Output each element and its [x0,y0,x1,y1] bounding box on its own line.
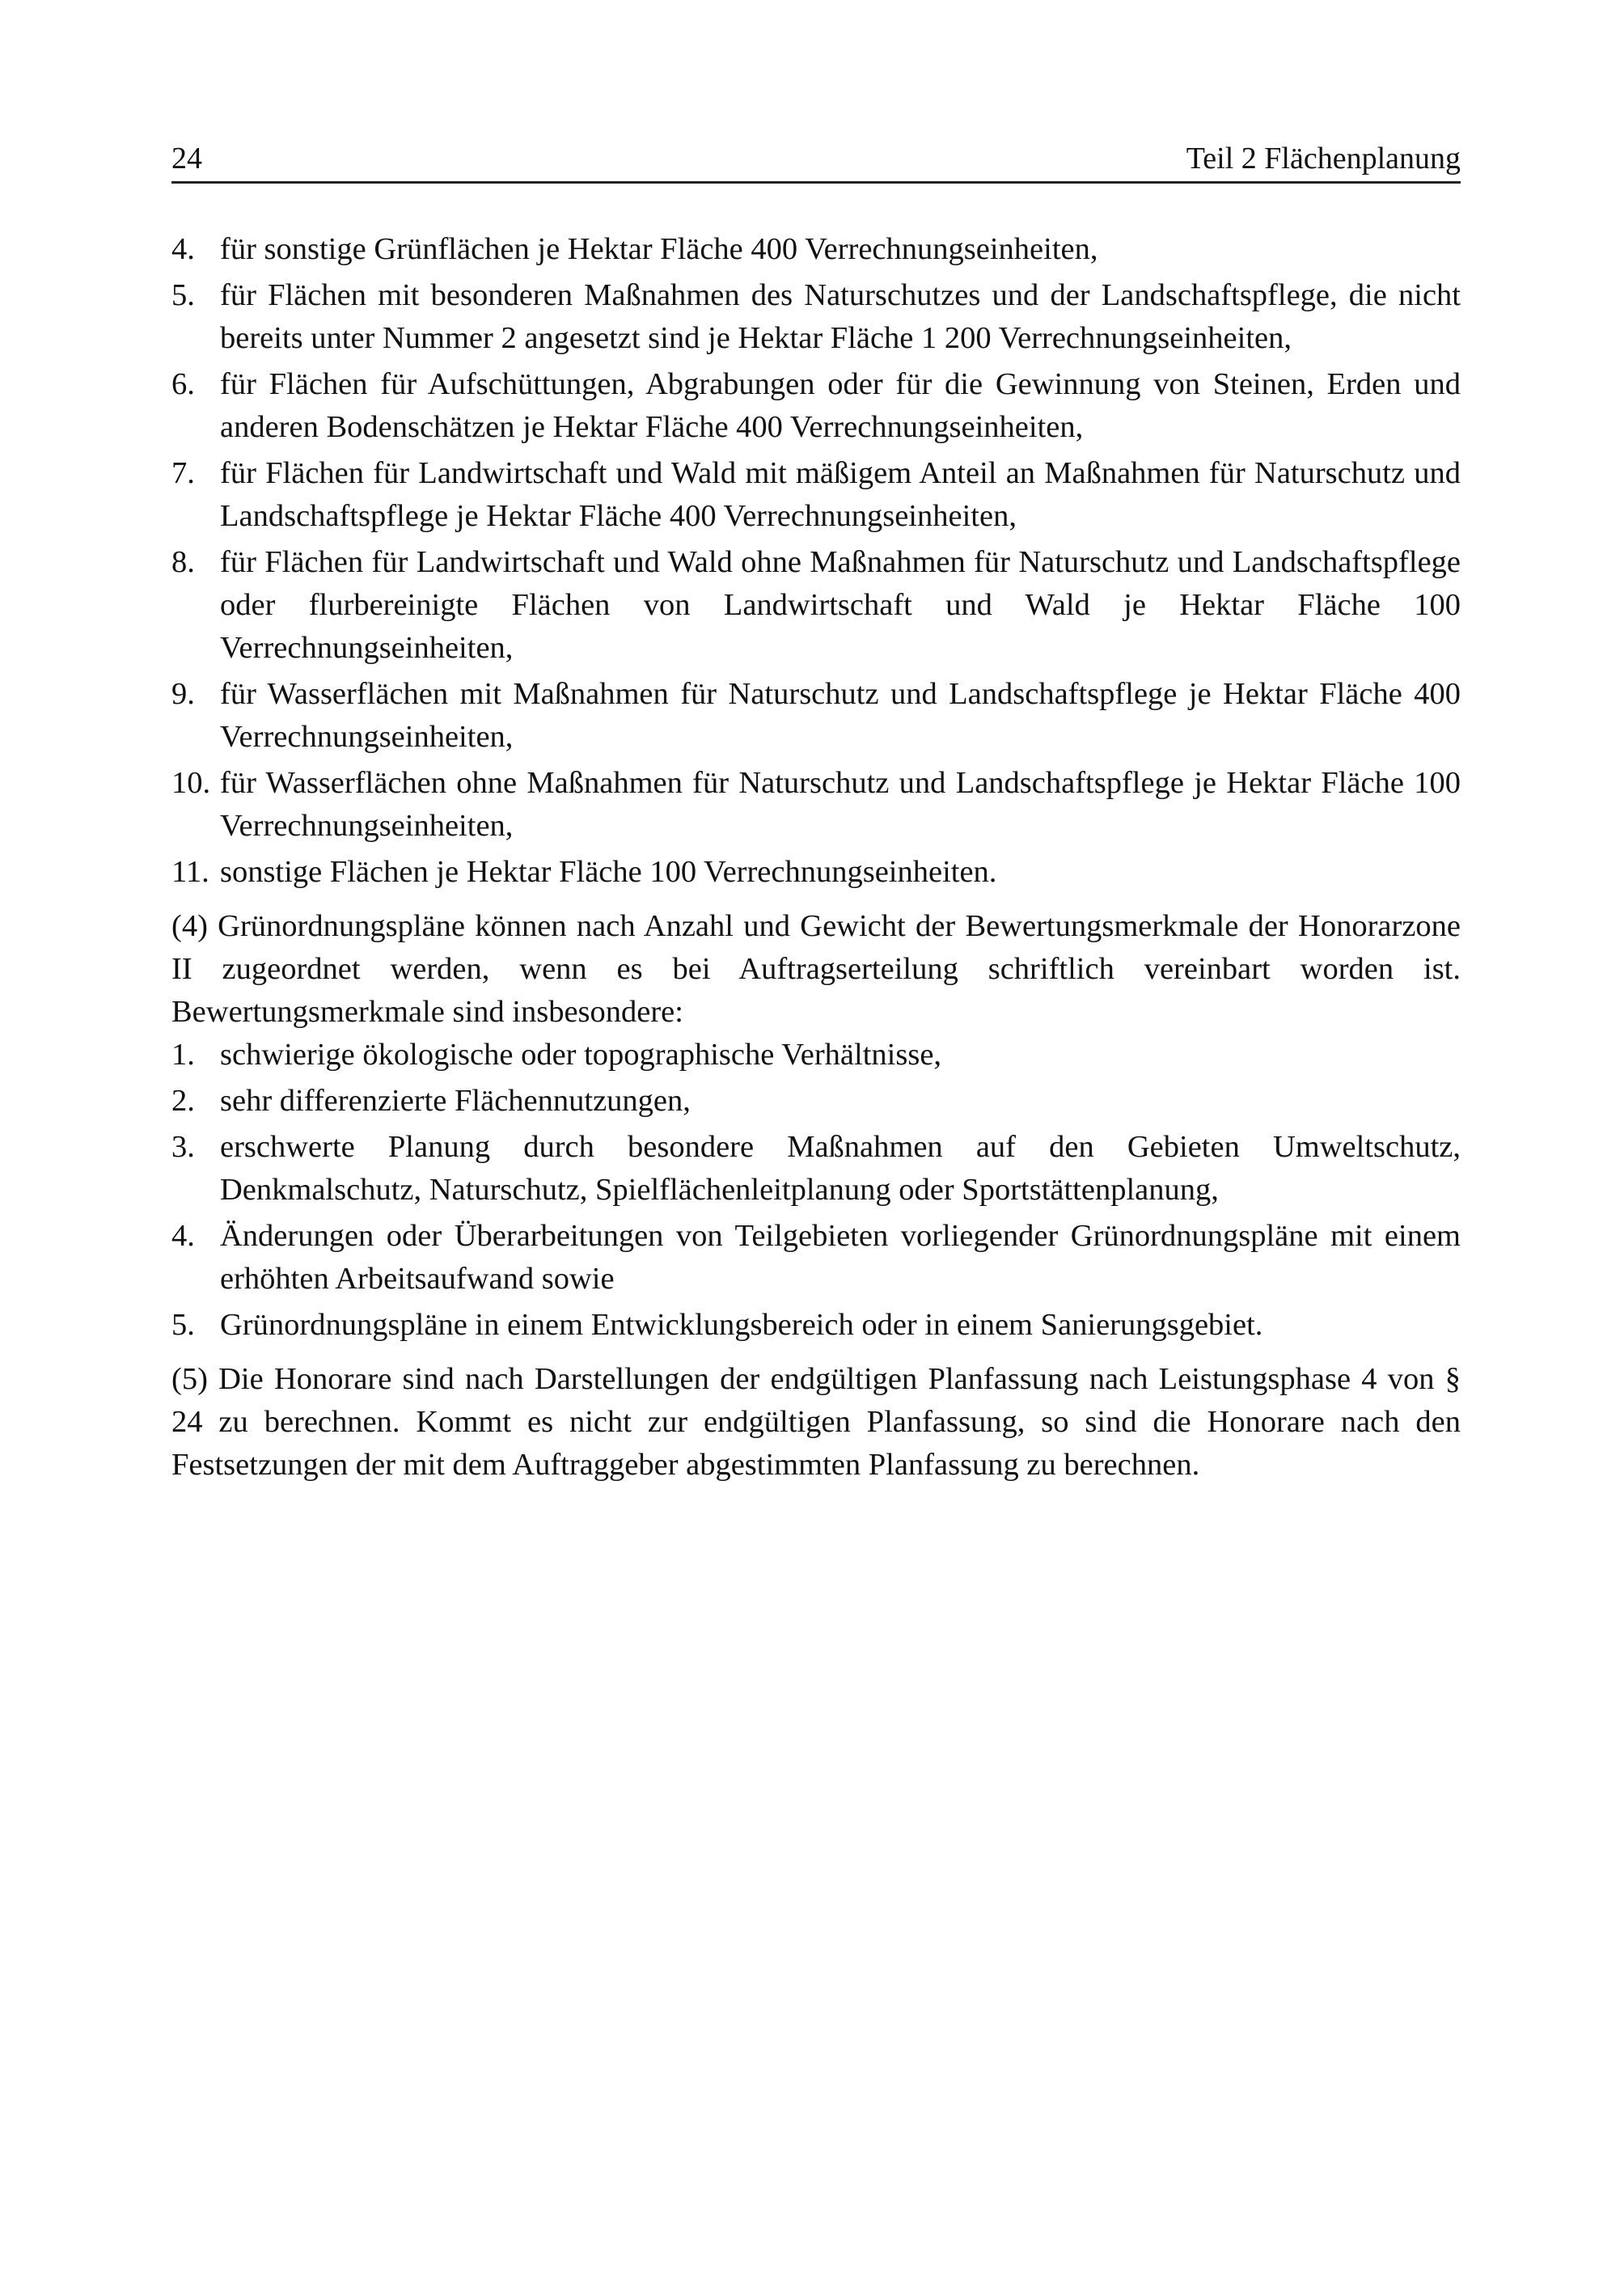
list-item-text: für Wasserflächen ohne Maßnahmen für Naturschutz und Landschaftspflege je Hektar Fläche 100 Verrechnungseinheiten, [220,766,1461,843]
list-item-text: für Flächen für Landwirtschaft und Wald ohne Maßnahmen für Naturschutz und Landschaftspflege oder flurbereinigte Flächen von Landwirtschaft und Wald je Hektar Fläche 100 Verrechnungseinheiten, [220,545,1461,665]
list-item [171,1304,1461,1347]
list-item-text: für sonstige Grünflächen je Hektar Fläche 400 Verrechnungseinheiten, [220,232,1098,266]
list-item-text: erschwerte Planung durch besondere Maßnahmen auf den Gebieten Umweltschutz, Denkmalschutz, Naturschutz, Spielflächenleitplanung oder Sportstättenplanung, [220,1130,1461,1207]
list-item [171,1034,1461,1077]
list-item-text: sonstige Flächen je Hektar Fläche 100 Verrechnungseinheiten. [220,855,997,889]
list-item-text: für Flächen mit besonderen Maßnahmen des Naturschutzes und der Landschaftspflege, die nicht bereits unter Nummer 2 angesetzt sind je Hektar Fläche 1 200 Verrechnungseinheiten, [220,278,1461,355]
list-item [171,1126,1461,1212]
list-item [171,228,1461,271]
list-item [171,762,1461,848]
spacer [171,897,1461,905]
list-item-number: 10. [171,766,211,800]
list-item [171,673,1461,759]
list-item [171,1080,1461,1123]
list-item [171,452,1461,538]
list-bewertungsmerkmale [171,1034,1461,1347]
list-item-number: 4. [171,232,195,266]
list-item-number: 2. [171,1084,195,1118]
body-text [171,228,1461,1487]
list-item-number: 5. [171,1308,195,1342]
list-item-number: 8. [171,545,195,579]
list-item [171,274,1461,360]
list-item-number: 6. [171,367,195,401]
list-item [171,363,1461,449]
running-header [171,136,1461,184]
list-flaechen-verrechnungseinheiten [171,228,1461,894]
list-item [171,851,1461,894]
list-item-number: 1. [171,1038,195,1072]
list-item-number: 3. [171,1130,195,1164]
list-item-text: Änderungen oder Überarbeitungen von Teilgebieten vorliegender Grünordnungspläne mit einem erhöhten Arbeitsaufwand sowie [220,1219,1461,1296]
list-item-text: sehr differenzierte Flächennutzungen, [220,1084,691,1118]
page-number: 24 [171,142,202,176]
list-item [171,541,1461,670]
list-item-text: schwierige ökologische oder topographische Verhältnisse, [220,1038,942,1072]
list-item-text: für Flächen für Landwirtschaft und Wald mit mäßigem Anteil an Maßnahmen für Naturschutz und Landschaftspflege je Hektar Fläche 400 Verrechnungseinheiten, [220,456,1461,533]
list-item-number: 5. [171,278,195,312]
list-item-text: für Flächen für Aufschüttungen, Abgrabungen oder für die Gewinnung von Steinen, Erden und anderen Bodenschätzen je Hektar Fläche 400 Verrechnungseinheiten, [220,367,1461,444]
list-item [171,1215,1461,1301]
paragraph-5: (5) Die Honorare sind nach Darstellungen der endgültigen Planfassung nach Leistungsphase 4 von § 24 zu berechnen. Kommt es nicht zur endgültigen Planfassung, so sind die Honorare nach den Festsetzungen der mit dem Auftraggeber abgestimmten Planfassung zu berechnen. [171,1362,1461,1482]
paragraph-4: (4) Grünordnungspläne können nach Anzahl und Gewicht der Bewertungsmerkmale der Honorarzone II zugeordnet werden, wenn es bei Auftragserteilung schriftlich vereinbart worden ist. Bewertungsmerkmale sind insbesondere: [171,909,1461,1029]
list-item-text: Grünordnungspläne in einem Entwicklungsbereich oder in einem Sanierungsgebiet. [220,1308,1263,1342]
list-item-number: 4. [171,1219,195,1253]
list-item-number: 7. [171,456,195,490]
section-title: Teil 2 Flächenplanung [1186,142,1461,176]
list-item-number: 9. [171,677,195,711]
list-item-text: für Wasserflächen mit Maßnahmen für Naturschutz und Landschaftspflege je Hektar Fläche 400 Verrechnungseinheiten, [220,677,1461,754]
spacer [171,1350,1461,1358]
list-item-number: 11. [171,855,209,889]
